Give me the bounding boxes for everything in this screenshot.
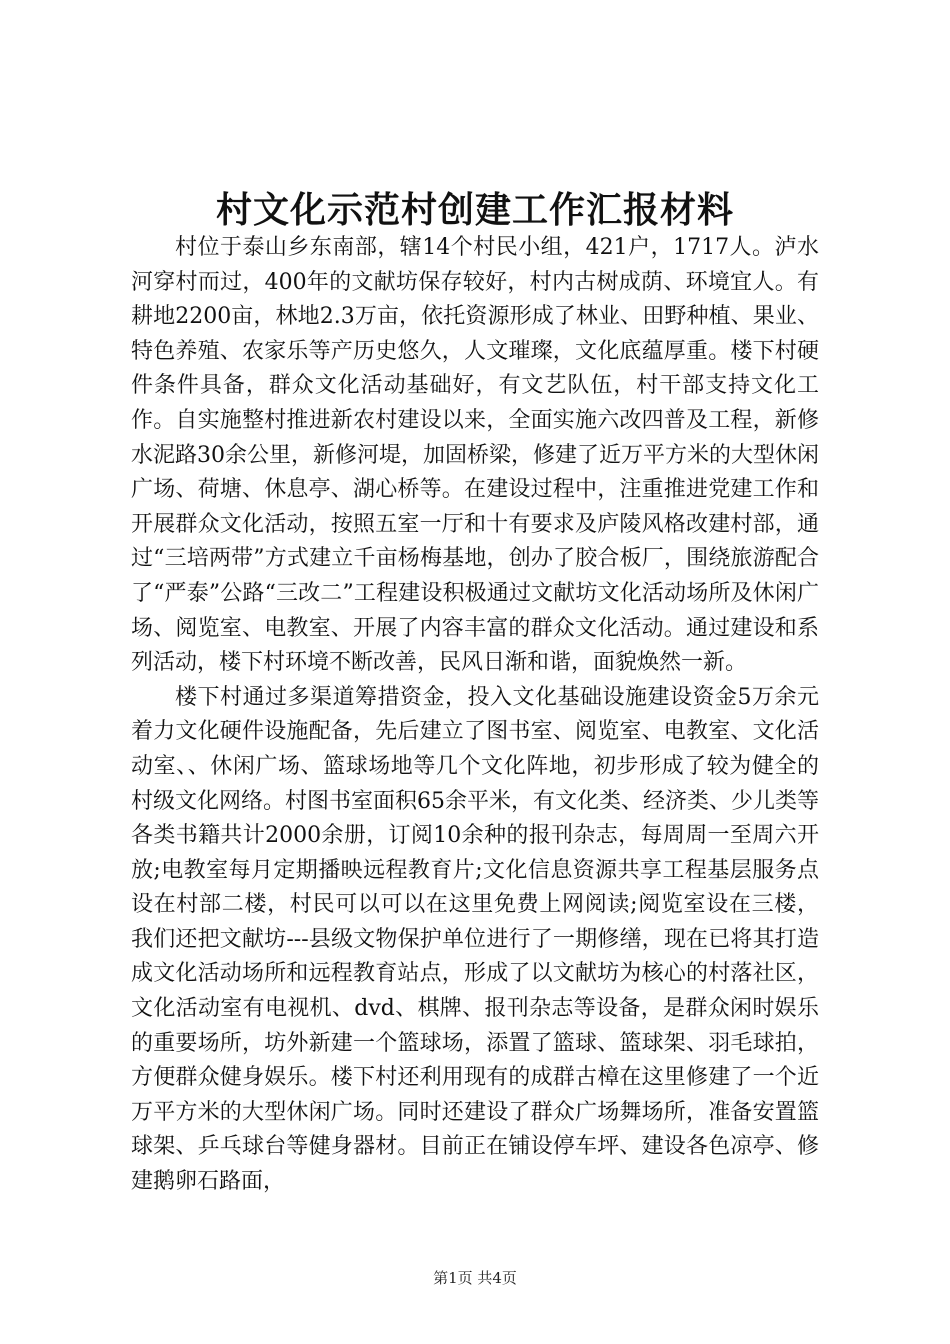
page-number-footer: 第1页 共4页 [433, 1269, 517, 1287]
paragraph: 楼下村通过多渠道筹措资金，投入文化基础设施建设资金5万余元着力文化硬件设施配备，先后建立了图书室、阅览室、电教室、文化活动室、、休闲广场、篮球场地等几个文化阵地，初步形成了较为健全的村级文化网络。村图书室面积65余平米，有文化类、经济类、少儿类等各类书籍共计2000余册，订阅10余种的报刊杂志，每周周一至周六开放;电教室每月定期播映远程教育片;文化信息资源共享工程基层服务点设在村部二楼，村民可以可以在这里免费上网阅读;阅览室设在三楼，我们还把文献坊---县级文物保护单位进行了一期修缮，现在已将其打造成文化活动场所和远程教育站点，形成了以文献坊为核心的村落社区，文化活动室有电视机、dvd、棋牌、报刊杂志等设备，是群众闲时娱乐的重要场所，坊外新建一个篮球场，添置了篮球、篮球架、羽毛球拍，方便群众健身娱乐。楼下村还利用现有的成群古樟在这里修建了一个近万平方米的大型休闲广场。同时还建设了群众广场舞场所，准备安置篮球架、乒乓球台等健身器材。目前正在铺设停车坪、建设各色凉亭、修建鹅卵石路面， [131, 684, 819, 1195]
document-title: 村文化示范村创建工作汇报材料 [215, 189, 734, 231]
document-body [131, 231, 819, 1200]
paragraph: 村位于泰山乡东南部，辖14个村民小组，421户，1717人。泸水河穿村而过，400年的文献坊保存较好，村内古树成荫、环境宜人。有耕地2200亩，林地2.3万亩，依托资源形成了林业、田野种植、果业、特色养殖、农家乐等产历史悠久，人文璀璨，文化底蕴厚重。楼下村硬件条件具备，群众文化活动基础好，有文艺队伍，村干部支持文化工作。自实施整村推进新农村建设以来，全面实施六改四普及工程，新修水泥路30余公里，新修河堤，加固桥梁，修建了近万平方米的大型休闲广场、荷塘、休息亭、湖心桥等。在建设过程中，注重推进党建工作和开展群众文化活动，按照五室一厅和十有要求及庐陵风格改建村部，通过“三培两带”方式建立千亩杨梅基地，创办了胶合板厂，围绕旅游配合了“严泰”公路“三改二”工程建设积极通过文献坊文化活动场所及休闲广场、阅览室、电教室、开展了内容丰富的群众文化活动。通过建设和系列活动，楼下村环境不断改善，民风日渐和谐，面貌焕然一新。 [131, 235, 819, 676]
